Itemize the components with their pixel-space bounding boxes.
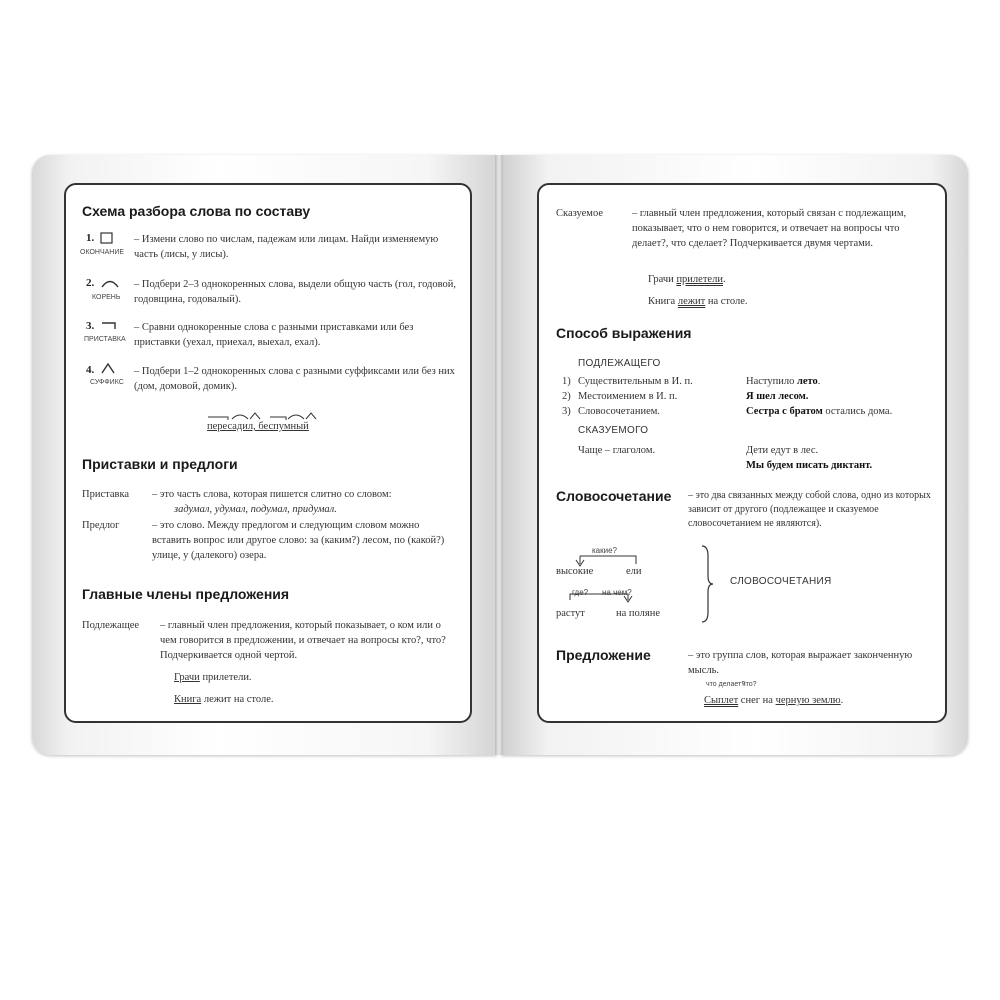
brace-label: СЛОВОСОЧЕТАНИЯ: [730, 576, 832, 587]
section-title-word-analysis: Схема разбора слова по составу: [82, 203, 311, 219]
subheading-predicate: СКАЗУЕМОГО: [578, 425, 649, 436]
term-prefix: Приставка: [82, 489, 130, 500]
ending-icon: [100, 232, 114, 244]
item-number: 1.: [86, 232, 95, 244]
item-text-suffix: – Подбери 1–2 однокоренных слова с разными суффиксами или без них (дом, домовой, домик).: [134, 366, 455, 392]
example-part: на столе.: [705, 296, 748, 307]
morpheme-marks: [206, 411, 336, 421]
question-label: какие?: [592, 546, 617, 555]
expression-type: Словосочетанием.: [578, 406, 661, 417]
section-title-expression: Способ выражения: [556, 325, 692, 341]
example-bold: Я шел лесом.: [746, 391, 809, 402]
phrase-word: на поляне: [616, 608, 660, 619]
subheading-subject: ПОДЛЕЖАЩЕГО: [578, 358, 661, 369]
phrase-definition: – это два связанных между собой слова, одно из которых зависит от другого (подлежащее и сказуемое словосочетанием не являются).: [688, 490, 931, 529]
term-subject: Подлежащее: [82, 620, 140, 631]
example-bold: Сестра с братом: [746, 406, 823, 417]
morpheme-example: пересадил, беспумный: [207, 421, 309, 432]
example-part: .: [817, 376, 821, 387]
notebook-spine: [495, 155, 503, 755]
example-part: остались дома.: [822, 406, 893, 417]
phrase-word: растут: [556, 608, 585, 619]
expression-type: Местоимением в И. п.: [578, 391, 678, 402]
section-title-phrase: Словосочетание: [556, 488, 672, 504]
phrase-word: ели: [626, 566, 642, 577]
term-preposition: Предлог: [82, 520, 120, 531]
expression-type: Существительным в И. п.: [578, 376, 693, 387]
example-part: Наступило: [746, 376, 797, 387]
prefix-icon: [100, 320, 118, 330]
modifier-word: черную землю: [775, 695, 841, 706]
example-bold: лето: [796, 376, 818, 387]
sentence-definition: – это группа слов, которая выражает законченную мысль.: [688, 650, 913, 676]
example-part: снег на: [738, 695, 776, 706]
item-text-root: – Подбери 2–3 однокоренных слова, выдели общую часть (гол, годовой, годовщина, годовалый).: [134, 279, 457, 305]
phrase-word: высокие: [556, 566, 594, 577]
item-text-ending: – Измени слово по числам, падежам или лицам. Найди изменяемую часть (лисы, у лисы).: [134, 234, 439, 260]
phrase-dependency-arrows: [550, 548, 660, 608]
question-label: на чем?: [602, 588, 632, 597]
expression-type: Чаще – глаголом.: [578, 445, 656, 456]
question-label: где?: [572, 588, 589, 597]
example-rest: лежит на столе.: [201, 694, 274, 705]
morpheme-label-prefix: ПРИСТАВКА: [84, 336, 126, 343]
suffix-icon: [100, 362, 116, 374]
section-title-prefixes: Приставки и предлоги: [82, 456, 238, 472]
example-rest: прилетели.: [199, 672, 252, 683]
subject-word: Книга: [174, 694, 202, 705]
subject-example-2: [174, 692, 273, 707]
root-icon: [100, 278, 120, 288]
preposition-definition: – это слово. Между предлогом и следующим словом можно вставить вопрос или другое слово: за (каким?) лесом, по (какой?) улице, у (далекого) озера.: [152, 520, 445, 561]
question-label: что?: [742, 681, 757, 688]
predicate-example-2: [648, 294, 748, 309]
expression-example: [746, 389, 808, 404]
item-number: 3.: [86, 320, 95, 332]
example-part: .: [722, 274, 726, 285]
section-title-main-members: Главные члены предложения: [82, 586, 290, 602]
subject-example-1: [174, 670, 252, 685]
item-number: 4.: [86, 364, 95, 376]
predicate-word: Сыплет: [704, 695, 739, 706]
predicate-word: прилетели: [676, 274, 723, 285]
example-part: Грачи: [648, 274, 677, 285]
predicate-example-1: [648, 272, 726, 287]
row-number: 3): [562, 406, 571, 417]
item-text-prefix: – Сравни однокоренные слова с разными приставками или без приставки (уехал, приехал, выехал, ехал).: [134, 322, 414, 348]
item-number: 2.: [86, 277, 95, 289]
morpheme-label-ending: ОКОНЧАНИЕ: [80, 249, 125, 256]
expression-example: Мы будем писать диктант.: [746, 460, 873, 471]
row-number: 2): [562, 391, 571, 402]
sentence-example: [704, 693, 843, 708]
example-part: Книга: [648, 296, 678, 307]
predicate-definition: – главный член предложения, который связан с подлежащим, показывает, что о нем говорится, и отвечает на вопросы что делает?, что сделает? Подчеркивается двумя чертами.: [632, 208, 907, 249]
question-label: что делает?: [706, 681, 746, 688]
predicate-word: лежит: [677, 296, 706, 307]
expression-example: Дети едут в лес.: [746, 445, 819, 456]
prefix-examples: задумал, удумал, подумал, придумал.: [174, 504, 337, 515]
expression-example: [746, 374, 820, 389]
subject-word: Грачи: [174, 672, 200, 683]
row-number: 1): [562, 376, 571, 387]
morpheme-label-root: КОРЕНЬ: [92, 294, 121, 301]
phrase-brace: [700, 544, 714, 624]
expression-example: [746, 404, 892, 419]
example-part: .: [840, 695, 844, 706]
morpheme-label-suffix: СУФФИКС: [90, 379, 124, 386]
subject-definition: – главный член предложения, который показывает, о ком или о чем говорится в предложении, и отвечает на вопросы кто?, что? Подчеркивается одной чертой.: [160, 620, 446, 661]
section-title-sentence: Предложение: [556, 647, 651, 663]
prefix-definition: – это часть слова, которая пишется слитно со словом:: [152, 489, 392, 500]
term-predicate: Сказуемое: [556, 208, 603, 219]
